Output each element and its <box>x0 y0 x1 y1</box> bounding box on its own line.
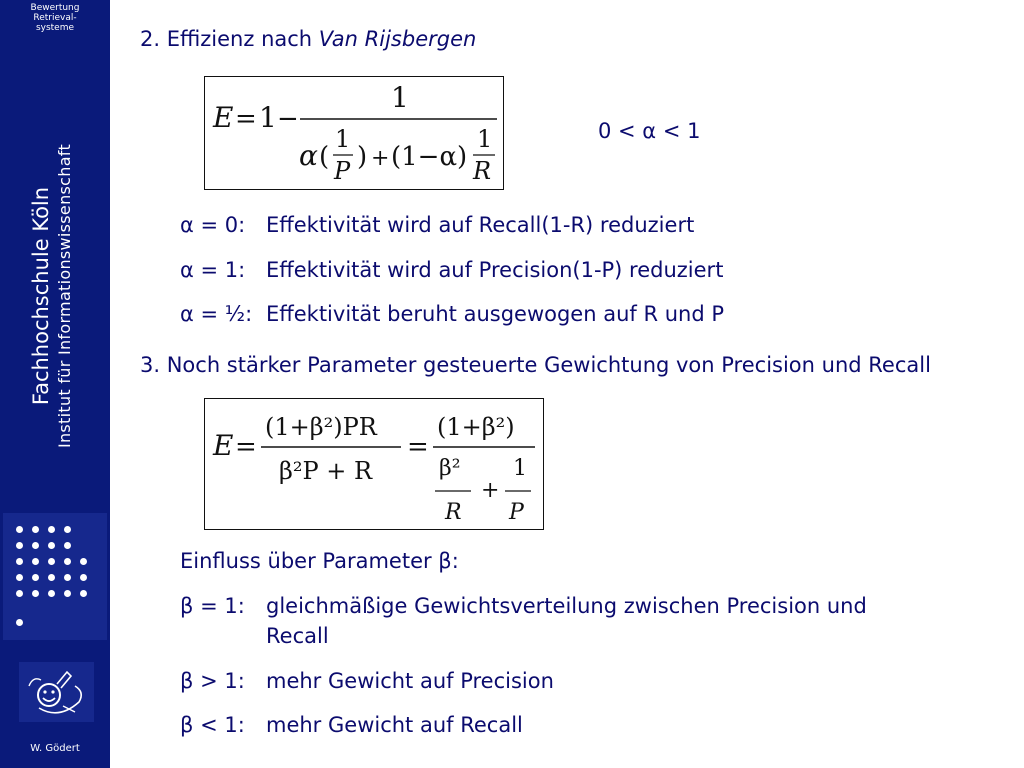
beta-case-row <box>180 668 554 694</box>
formula-frac-num-r: 1 <box>477 125 493 153</box>
institution-name: Fachhochschule Köln <box>29 186 53 406</box>
formula-minus: − <box>277 104 299 134</box>
influence-label: Einfluss über Parameter β: <box>180 549 459 573</box>
formula-plus: + <box>371 146 390 171</box>
formula2-plus: + <box>481 478 500 503</box>
formula2-num2: (1+β²) <box>437 413 515 441</box>
vertical-title <box>29 143 74 449</box>
formula2-eq2: = <box>407 432 429 462</box>
formula-eq: = <box>235 104 257 134</box>
alpha-case-row <box>180 257 723 283</box>
formula-van-rijsbergen <box>204 76 504 190</box>
formula2-one: 1 <box>513 456 527 481</box>
course-label-line: Bewertung <box>30 3 80 13</box>
formula-paren-close: ) <box>357 142 368 172</box>
course-label-line: Retrieval- <box>33 13 77 23</box>
formula-frac-num-p: 1 <box>335 125 351 153</box>
sidebar <box>0 0 110 768</box>
formula-r: R <box>473 157 492 185</box>
institute-name: Institut für Informationswissenschaft <box>55 143 74 449</box>
section3-heading: 3. Noch stärker Parameter gesteuerte Gewichtung von Precision und Recall <box>140 353 931 377</box>
formula2-p: P <box>509 500 524 525</box>
formula2-den1: β²P + R <box>279 457 373 485</box>
beta-case-condition: β < 1: <box>180 713 245 737</box>
alpha-case-text: Effektivität beruht ausgewogen auf R und P <box>266 302 725 326</box>
alpha-case-row <box>180 301 724 327</box>
beta-case-condition: β > 1: <box>180 669 245 693</box>
formula2-r: R <box>445 500 462 525</box>
alpha-case-condition: α = 1: <box>180 258 246 282</box>
section2-heading <box>140 26 476 52</box>
section2-heading-name: Van Rijsbergen <box>318 27 477 51</box>
formula2-num1: (1+β²)PR <box>265 413 377 441</box>
alpha-case-text: Effektivität wird auf Precision(1-P) reduziert <box>266 258 724 282</box>
formula-numerator: 1 <box>391 81 409 114</box>
formula-lhs: E <box>213 101 234 134</box>
formula2-eq: = <box>235 432 257 462</box>
alpha-case-condition: α = ½: <box>180 302 253 326</box>
formula-p: P <box>334 157 351 185</box>
beta-case-condition: β = 1: <box>180 594 245 618</box>
formula-one-minus-alpha: (1−α) <box>391 142 468 172</box>
formula-alpha: α <box>299 139 318 172</box>
alpha-constraint: 0 < α < 1 <box>598 119 701 143</box>
alpha-case-text: Effektivität wird auf Recall(1-R) reduziert <box>266 213 695 237</box>
course-label-line: systeme <box>35 23 75 33</box>
alpha-case-condition: α = 0: <box>180 213 246 237</box>
beta-case-text-continuation: Recall <box>266 624 329 648</box>
section2-heading-prefix: 2. Effizienz nach <box>140 27 319 51</box>
beta-case-text: mehr Gewicht auf Precision <box>266 669 554 693</box>
beta-case-row <box>180 712 523 738</box>
formula2-lhs: E <box>213 429 234 462</box>
formula-beta <box>204 398 544 530</box>
course-label <box>0 3 110 33</box>
author-label: W. Gödert <box>30 743 80 754</box>
beta-case-row <box>180 593 867 619</box>
smiley-figure-icon <box>19 662 94 722</box>
beta-case-text: mehr Gewicht auf Recall <box>266 713 523 737</box>
formula-paren-open: ( <box>319 142 330 172</box>
formula-one: 1 <box>259 101 277 134</box>
dot-pattern-icon <box>3 513 107 640</box>
beta-case-text: gleichmäßige Gewichtsverteilung zwischen Precision und <box>266 594 867 618</box>
alpha-case-row <box>180 212 694 238</box>
formula2-beta-sq: β² <box>439 456 461 481</box>
